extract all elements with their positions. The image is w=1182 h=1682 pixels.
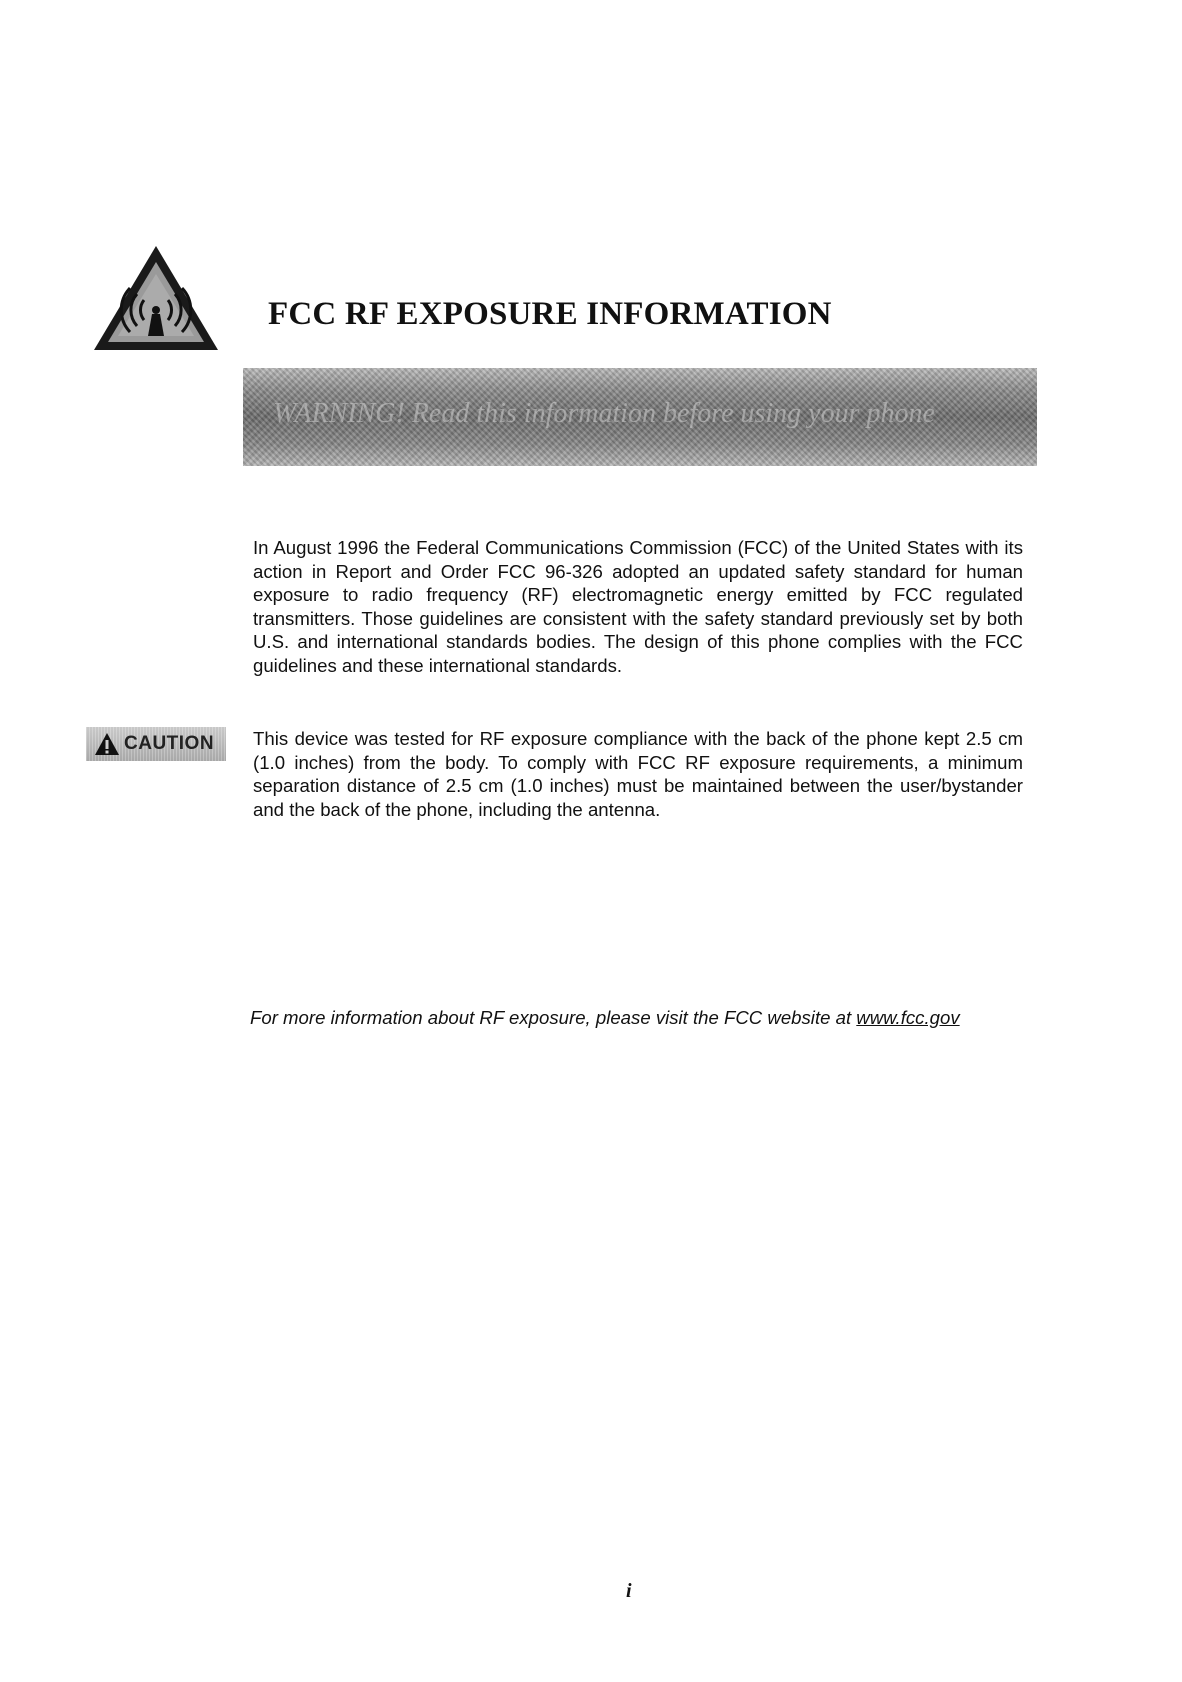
warning-banner xyxy=(243,368,1037,466)
fcc-website-link[interactable]: www.fcc.gov xyxy=(856,1007,960,1028)
caution-badge xyxy=(86,727,226,761)
page-number: i xyxy=(626,1580,632,1602)
warning-banner-text: WARNING! Read this information before using your phone xyxy=(273,398,935,429)
rf-exposure-test-paragraph: This device was tested for RF exposure compliance with the back of the phone kept 2.5 cm (1.0 inches) from the body. To comply with FCC RF exposure requirements, a minimum separation distance of 2.5 cm (1.0 inches) must be maintained between the user/bystander and the back of the phone, including the antenna. xyxy=(253,728,1023,820)
radiation-warning-icon xyxy=(92,244,220,352)
more-info-line xyxy=(250,1007,1040,1029)
fcc-standard-paragraph: In August 1996 the Federal Communications Commission (FCC) of the United States with its action in Report and Order FCC 96-326 adopted an updated safety standard for human exposure to radio frequency (RF) electromagnetic energy emitted by FCC regulated transmitters. Those guidelines are consistent with the safety standard previously set by both U.S. and international standards bodies. The design of this phone complies with the FCC guidelines and these international standards. xyxy=(253,537,1023,676)
page-title: FCC RF EXPOSURE INFORMATION xyxy=(268,296,832,332)
caution-label: CAUTION xyxy=(124,733,215,754)
more-info-text: For more information about RF exposure, please visit the FCC website at xyxy=(250,1007,857,1028)
warning-triangle-icon xyxy=(94,732,120,756)
